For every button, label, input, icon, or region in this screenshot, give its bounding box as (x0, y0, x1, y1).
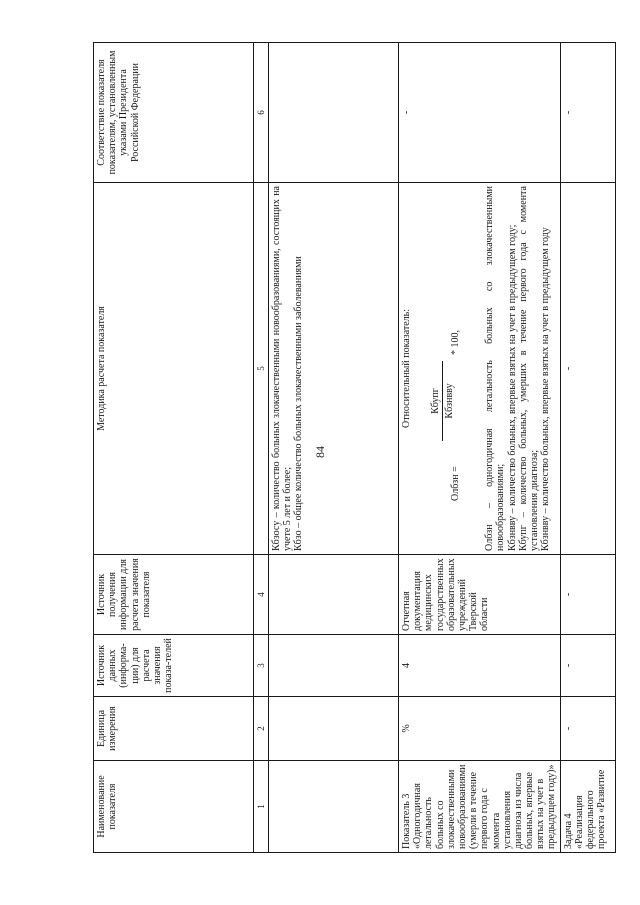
cell-indicator-name: Показатель 3 «Одногодичная летальность больных со злокачественными новообразованиями (умерли в течение первого года с момента установления диагноза из числа больных, впервые взятых на учет в предыдущем году)» (399, 761, 561, 853)
column-number: 3 (254, 635, 269, 697)
cell-task-name: Задача 4 «Реализация федерального проекта «Развитие (560, 761, 615, 853)
cell-empty (269, 697, 399, 761)
formula-denominator: Кбзнвву (444, 383, 456, 419)
method-line: Олбзн – одногодичная летальность больных со злокачественными новообразованиями; (484, 186, 507, 551)
column-number-row (254, 43, 269, 853)
header-row (94, 43, 254, 853)
header-data-source: Источник данных (информа-ции) для расчета значения показа-телей (94, 635, 254, 697)
formula-numerator: Кбупг (430, 361, 443, 441)
cell-compliance: - (560, 43, 615, 183)
header-compliance: Соответствие показателя показателям, установленным указами Президента Российской Федерации (94, 43, 254, 183)
rotated-table-frame (93, 43, 608, 853)
cell-empty (269, 635, 399, 697)
cell-unit: - (560, 697, 615, 761)
column-number: 6 (254, 43, 269, 183)
method-line: Кбупг – количество больных, умерших в течение первого года с момента установления диагноза; (517, 186, 540, 551)
page-number: 84 (313, 446, 327, 458)
cell-data-source: 4 (399, 635, 561, 697)
formula (422, 186, 472, 551)
formula-rhs: * 100, (450, 330, 462, 355)
method-line: Кбзнвву – количество больных, впервые взятых на учет в предыдущем году (540, 227, 552, 551)
cell-data-source: - (560, 635, 615, 697)
column-number: 5 (254, 183, 269, 555)
method-line: Кбзнвву – количество больных, впервые взятых на учет в предыдущем году; (506, 224, 518, 551)
table-row (560, 43, 615, 853)
cell-method-continued (269, 183, 399, 555)
cell-method: - (560, 183, 615, 555)
indicators-table (93, 42, 616, 853)
method-title: Относительный показатель: (401, 308, 412, 429)
header-indicator-name: Наименование показателя (94, 761, 254, 853)
cell-empty (269, 43, 399, 183)
method-line: Кбзосу – количество больных злокачественными новообразованиями, состоящих на учете 5 лет и более; (271, 186, 294, 551)
cell-method (399, 183, 561, 555)
table-row (399, 43, 561, 853)
column-number: 2 (254, 697, 269, 761)
formula-fraction (430, 361, 455, 441)
table-row (269, 43, 399, 853)
header-info-source: Источник получения информации для расчета значения показателя (94, 555, 254, 635)
cell-info-source: Отчетная документация медицинских государственных образовательных учреждений Тверской области (399, 555, 561, 635)
table-wrapper (93, 43, 608, 853)
method-line: Кбзо – общее количество больных злокачественными заболеваниями (293, 256, 305, 551)
cell-info-source: - (560, 555, 615, 635)
cell-unit: % (399, 697, 561, 761)
cell-empty (269, 555, 399, 635)
column-number: 1 (254, 761, 269, 853)
cell-compliance: - (399, 43, 561, 183)
column-number: 4 (254, 555, 269, 635)
formula-lhs: Олбзн = (450, 466, 462, 501)
cell-empty (269, 761, 399, 853)
header-method: Методика расчета показателя (94, 183, 254, 555)
header-unit: Единица измерения (94, 697, 254, 761)
